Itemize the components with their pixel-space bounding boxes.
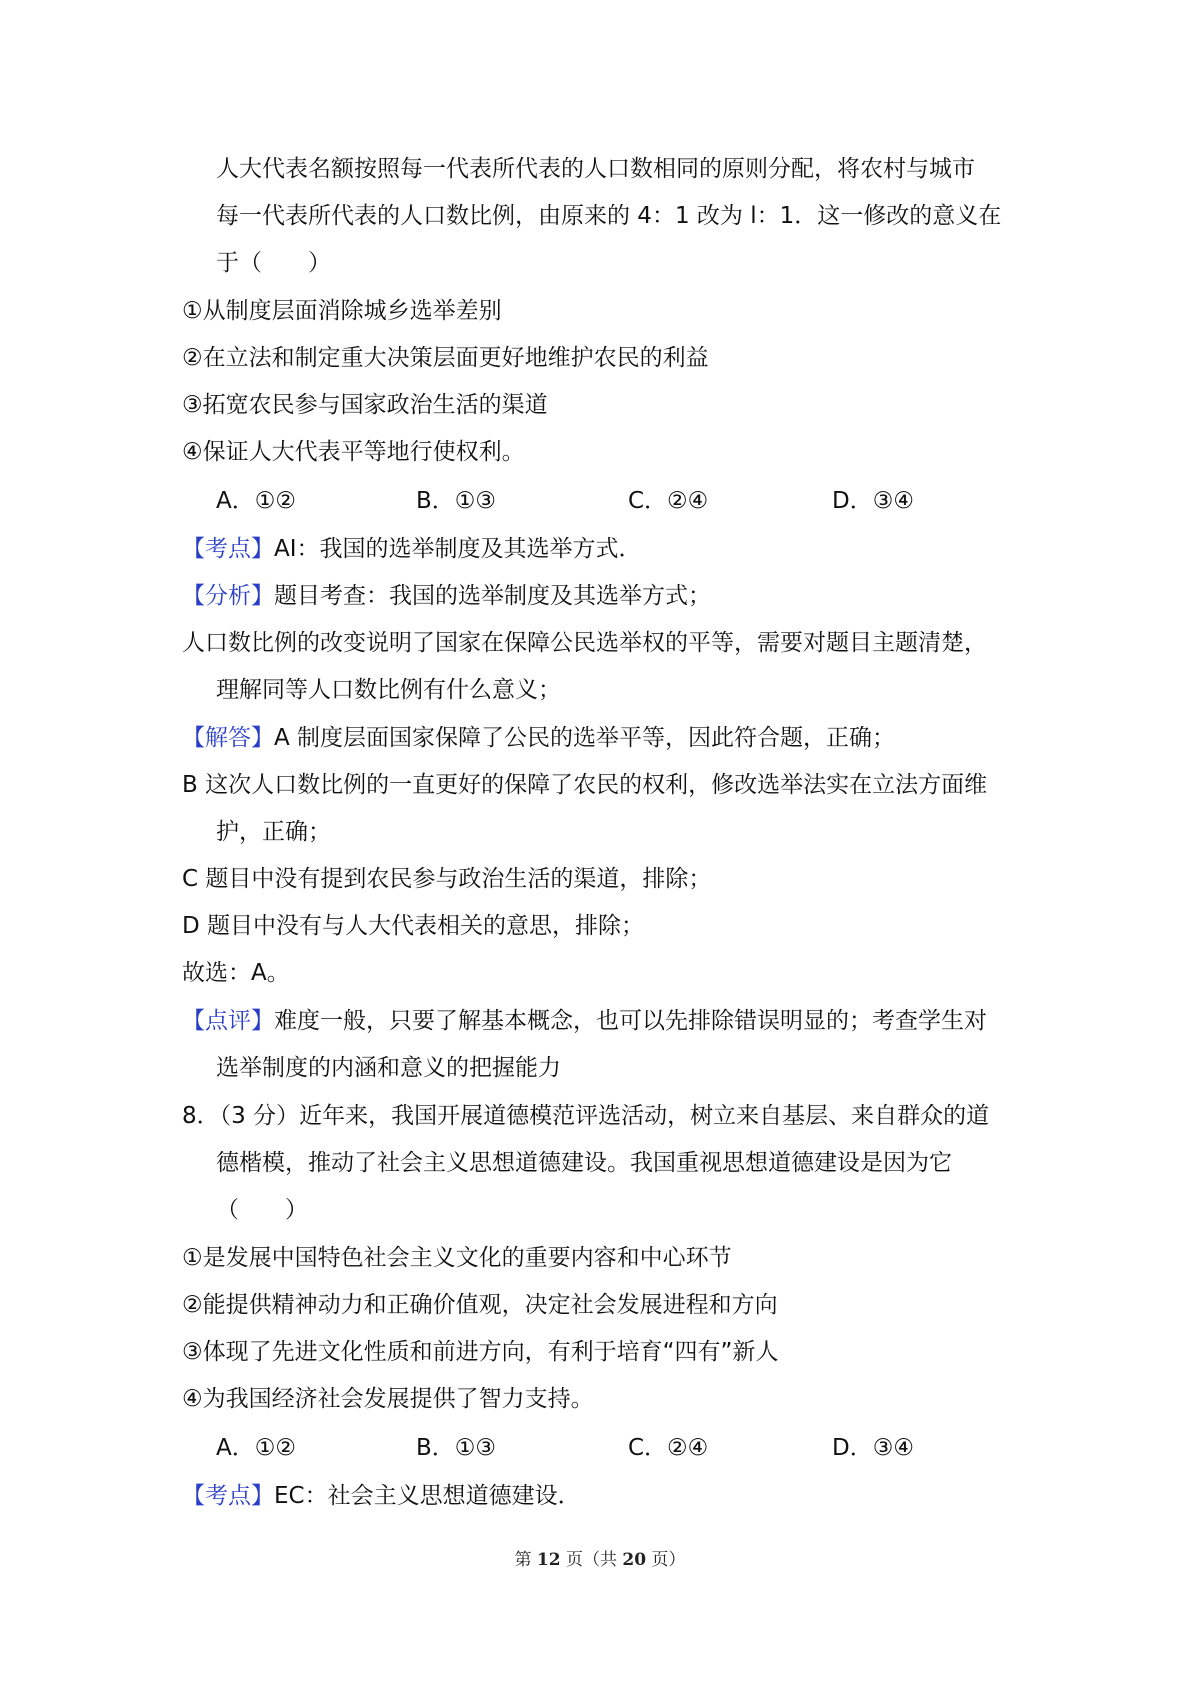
footer-page-total: 20 — [622, 1550, 647, 1570]
q7-jieda — [182, 722, 895, 754]
fenxi-tag: 【分析】 — [182, 583, 274, 609]
q8-options — [216, 1432, 1016, 1464]
kaodian-tag: 【考点】 — [182, 1483, 274, 1509]
q7-jieda-line-2: 护，正确； — [216, 819, 331, 845]
q7-option-c: C．②④ — [628, 488, 709, 514]
q8-option-a: A．①② — [216, 1435, 296, 1461]
footer-suffix: 页） — [646, 1550, 686, 1570]
q8-stem-line-3: （ ） — [216, 1197, 308, 1223]
q7-item-1: ①从制度层面消除城乡选举差别 — [182, 298, 502, 324]
q8-kaodian — [182, 1480, 581, 1512]
q7-item-2: ②在立法和制定重大决策层面更好地维护农民的利益 — [182, 345, 709, 371]
q7-item-3: ③拓宽农民参与国家政治生活的渠道 — [182, 392, 548, 418]
q7-stem-line-2: 每一代表所代表的人口数比例，由原来的 4：1 改为 l：1．这一修改的意义在 — [216, 203, 1002, 229]
footer-page-number: 12 — [536, 1550, 561, 1570]
q7-fenxi — [182, 580, 711, 612]
footer-prefix: 第 — [514, 1550, 537, 1570]
q7-option-a: A．①② — [216, 488, 296, 514]
q7-stem-line-1: 人大代表名额按照每一代表所代表的人口数相同的原则分配，将农村与城市 — [216, 156, 975, 182]
q7-item-4: ④保证人大代表平等地行使权利。 — [182, 439, 525, 465]
q8-stem-line-2: 德楷模，推动了社会主义思想道德建设。我国重视思想道德建设是因为它 — [216, 1150, 952, 1176]
q7-jieda-line-3: C 题目中没有提到农民参与政治生活的渠道，排除； — [182, 866, 712, 892]
q7-options — [216, 485, 1016, 517]
q7-dianping — [182, 1005, 987, 1037]
dianping-text: 难度一般，只要了解基本概念，也可以先排除错误明显的；考查学生对 — [274, 1008, 987, 1034]
fenxi-text: 题目考查：我国的选举制度及其选举方式； — [274, 583, 711, 609]
q8-stem-line-1: 8．（3 分）近年来，我国开展道德模范评选活动，树立来自基层、来自群众的道 — [182, 1103, 990, 1129]
kaodian-text: EC：社会主义思想道德建设． — [274, 1483, 581, 1509]
q7-dianping-line-2: 选举制度的内涵和意义的把握能力 — [216, 1055, 561, 1081]
q8-item-4: ④为我国经济社会发展提供了智力支持。 — [182, 1386, 594, 1412]
q8-item-2: ②能提供精神动力和正确价值观，决定社会发展进程和方向 — [182, 1292, 778, 1318]
dianping-tag: 【点评】 — [182, 1008, 274, 1034]
jieda-tag: 【解答】 — [182, 725, 274, 751]
q7-jieda-line-4: D 题目中没有与人大代表相关的意思，排除； — [182, 913, 645, 939]
q8-item-1: ①是发展中国特色社会主义文化的重要内容和中心环节 — [182, 1245, 732, 1271]
q7-jieda-line-5: 故选：A。 — [182, 960, 290, 986]
page-footer — [0, 1545, 1200, 1570]
footer-middle: 页（共 — [560, 1550, 623, 1570]
q8-option-b: B．①③ — [416, 1435, 497, 1461]
q7-jieda-line-1: B 这次人口数比例的一直更好的保障了农民的权利，修改选举法实在立法方面维 — [182, 772, 988, 798]
q7-fenxi-line-1: 人口数比例的改变说明了国家在保障公民选举权的平等，需要对题目主题清楚， — [182, 630, 987, 656]
q7-kaodian — [182, 533, 642, 565]
kaodian-tag: 【考点】 — [182, 536, 274, 562]
q7-option-b: B．①③ — [416, 488, 497, 514]
q7-fenxi-line-2: 理解同等人口数比例有什么意义； — [216, 677, 561, 703]
jieda-text: A 制度层面国家保障了公民的选举平等，因此符合题，正确； — [274, 725, 896, 751]
q8-option-d: D．③④ — [832, 1435, 914, 1461]
q8-item-3: ③体现了先进文化性质和前进方向，有利于培育“四有”新人 — [182, 1339, 779, 1365]
q7-option-d: D．③④ — [832, 488, 914, 514]
q7-stem-line-3: 于（ ） — [216, 250, 331, 276]
q8-option-c: C．②④ — [628, 1435, 709, 1461]
kaodian-text: AI：我国的选举制度及其选举方式． — [274, 536, 642, 562]
